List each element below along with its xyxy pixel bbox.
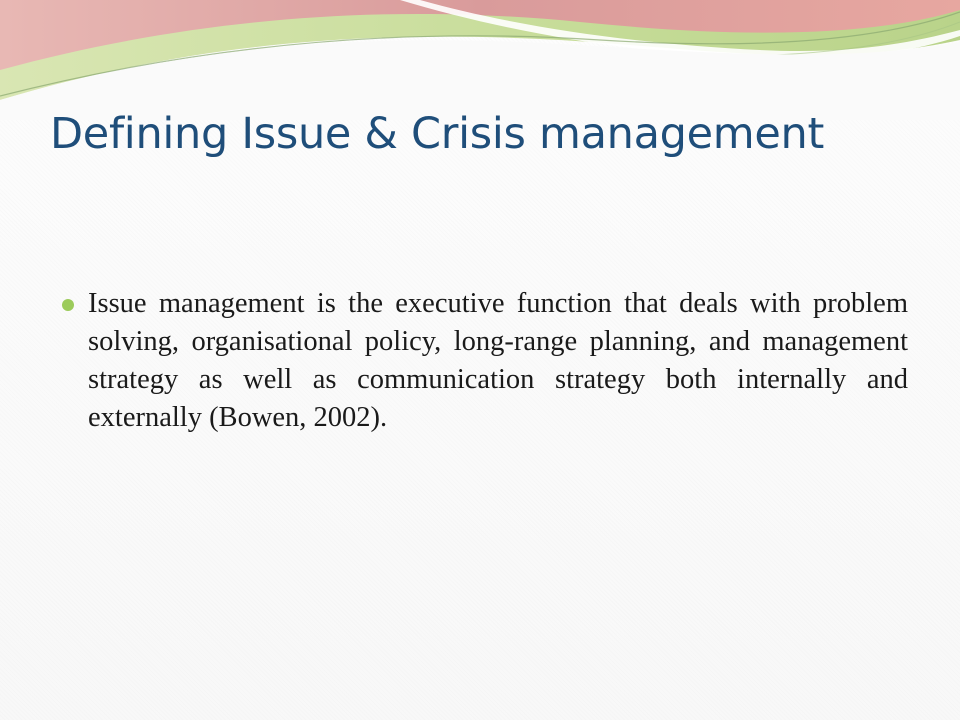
header-swoosh-decoration [0, 0, 960, 120]
bullet-list [62, 285, 908, 437]
slide-title: Defining Issue & Crisis management [50, 109, 825, 159]
bullet-item [62, 285, 908, 437]
bullet-dot-icon [62, 299, 74, 311]
bullet-text: Issue management is the executive function that deals with problem solving, organisational policy, long-range planning, and management strategy as well as communication strategy both internally and externally (Bowen, 2002). [88, 288, 908, 433]
